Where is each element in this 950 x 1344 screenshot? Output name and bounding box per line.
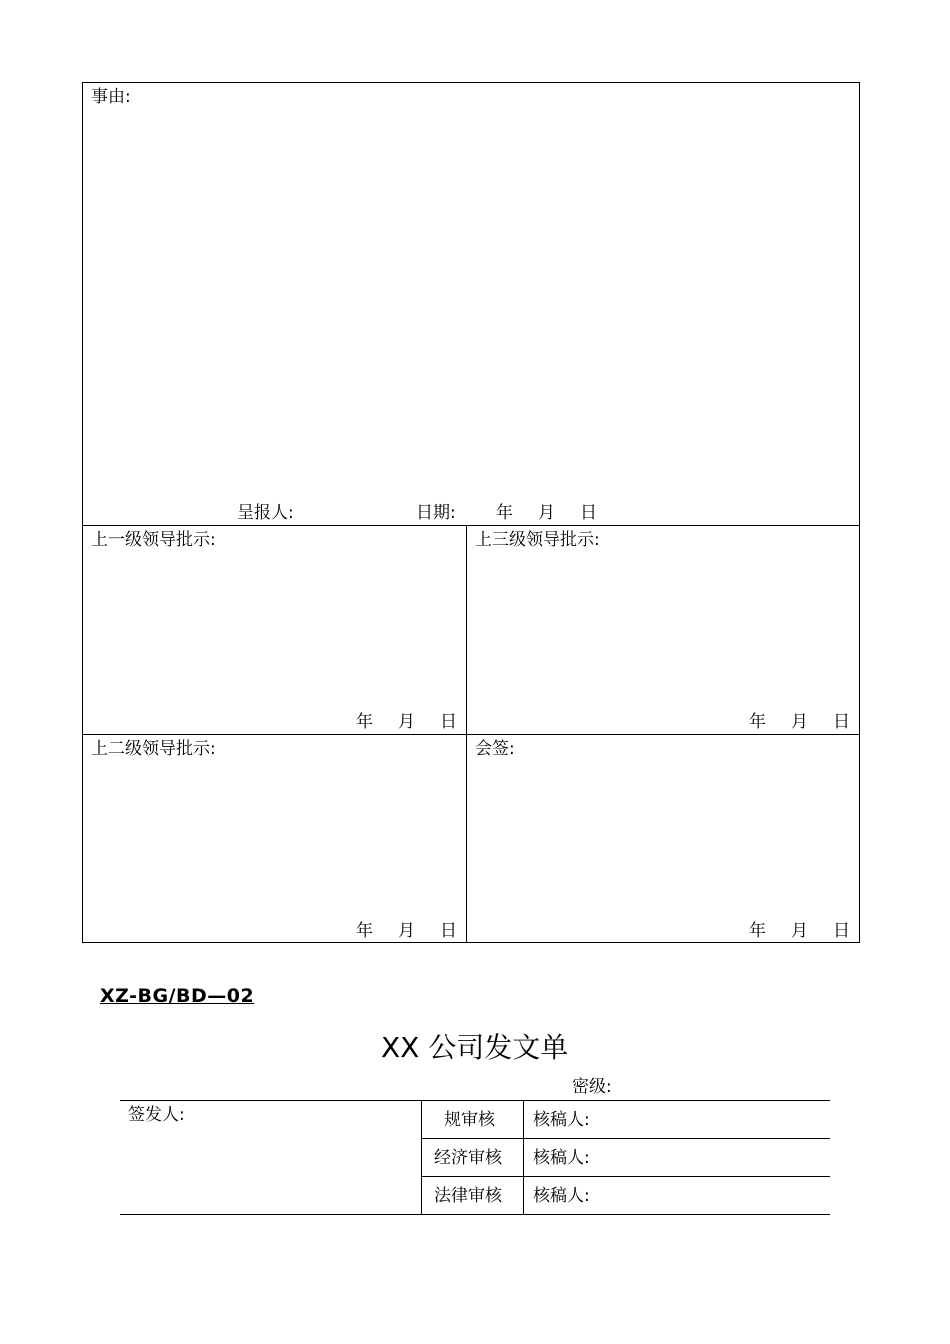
level3-date-month: 月	[791, 712, 808, 732]
document-title: XX 公司发文单	[381, 1031, 569, 1064]
checker-label-3: 核稿人:	[533, 1186, 590, 1206]
level1-date-month: 月	[398, 712, 415, 732]
lower-form-col-divider-2	[523, 1100, 524, 1215]
lower-form-border-bottom	[120, 1214, 830, 1215]
lower-form-row-divider-1	[421, 1138, 830, 1139]
upper-form-divider-1	[82, 525, 860, 526]
upper-form-border-bottom	[82, 942, 860, 943]
lower-form-col-divider-1	[421, 1100, 422, 1215]
countersign-date-day: 日	[833, 921, 850, 941]
report-date-day: 日	[580, 503, 597, 523]
level1-date-day: 日	[440, 712, 457, 732]
review-type-2: 经济审核	[434, 1148, 502, 1168]
level3-date-day: 日	[833, 712, 850, 732]
reason-label: 事由:	[91, 87, 131, 107]
checker-label-2: 核稿人:	[533, 1148, 590, 1168]
level1-approval-label: 上一级领导批示:	[91, 530, 216, 550]
level2-approval-label: 上二级领导批示:	[91, 739, 216, 759]
review-type-1: 规审核	[444, 1110, 495, 1130]
countersign-date-month: 月	[791, 921, 808, 941]
checker-label-1: 核稿人:	[533, 1110, 590, 1130]
document-code: XZ-BG/BD—02	[100, 985, 255, 1007]
level1-date-year: 年	[356, 712, 373, 732]
lower-form-row-divider-2	[421, 1176, 830, 1177]
level3-date-year: 年	[749, 712, 766, 732]
secret-level-label: 密级:	[572, 1077, 612, 1097]
issuer-label: 签发人:	[128, 1105, 185, 1125]
countersign-date-year: 年	[749, 921, 766, 941]
level3-approval-label: 上三级领导批示:	[475, 530, 600, 550]
level2-date-day: 日	[440, 921, 457, 941]
upper-form-border-left	[82, 82, 83, 943]
level2-date-month: 月	[398, 921, 415, 941]
countersign-label: 会签:	[475, 739, 515, 759]
upper-form-border-top	[82, 82, 860, 83]
reporter-label: 呈报人:	[237, 503, 294, 523]
upper-form-divider-2	[82, 734, 860, 735]
report-date-label: 日期:	[416, 503, 456, 523]
lower-form-border-top	[120, 1100, 830, 1101]
report-date-month: 月	[538, 503, 555, 523]
upper-form-border-right	[859, 82, 860, 943]
report-date-year: 年	[496, 503, 513, 523]
upper-form-vertical-divider	[466, 525, 467, 943]
level2-date-year: 年	[356, 921, 373, 941]
review-type-3: 法律审核	[434, 1186, 502, 1206]
